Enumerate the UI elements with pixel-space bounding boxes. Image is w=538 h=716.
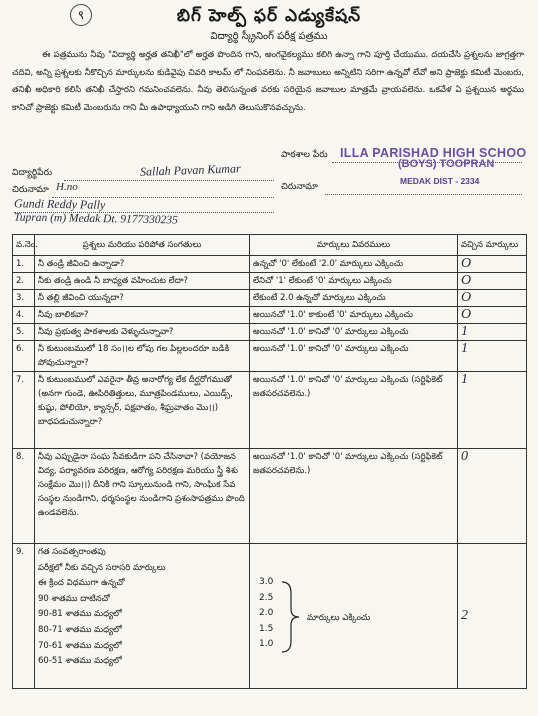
row-marks-rule: అయినచో '1.0' కాకుంటే '0' మార్కులు ఎక్కించు: [250, 307, 458, 324]
scale-value: 1.0: [259, 639, 274, 649]
grade-line: 90 శాతము దాటినచో: [38, 593, 110, 604]
grade-title: గత సంవత్సరాంతపు: [38, 547, 106, 557]
student-name-value: Sallah Pavan Kumar: [139, 161, 241, 179]
row-score[interactable]: 0: [458, 449, 527, 544]
row-number: 1.: [13, 256, 35, 273]
scale-value: 2.5: [259, 592, 274, 603]
row-number: 3.: [13, 290, 35, 307]
table-row: [13, 290, 527, 307]
school-name-label: పాఠశాల పేరు: [281, 150, 328, 160]
scale-label: మార్కులు ఎక్కించు: [307, 613, 371, 623]
row-marks-rule: [250, 544, 458, 689]
row-score[interactable]: O: [458, 307, 527, 324]
row-question: నీ తల్లి జీవించి యున్నదా?: [35, 290, 250, 307]
row-question: నీ కుటుంబములో 18 సం।।ల లోపు గల పిల్లలందరూ బడికి పోవుచున్నారా?: [35, 341, 250, 372]
student-name-line: [64, 180, 274, 181]
row-number: 5.: [13, 324, 35, 341]
row-score[interactable]: 1: [458, 372, 527, 449]
stamp-line-3: MEDAK DIST - 2334: [400, 176, 480, 186]
row-score[interactable]: O: [458, 273, 527, 290]
row-question: నీవు ప్రభుత్వ పాఠశాలకు వెళ్ళుచున్నావా?: [35, 324, 250, 341]
address-label: చిరునామా: [12, 185, 49, 195]
row-marks-rule: లేనిచో '1' లేకుంటే '0' మార్కులు ఎక్కించు: [250, 273, 458, 290]
row-number: 6.: [13, 341, 35, 372]
address-line-2: Gundi Reddy Pally: [13, 196, 106, 212]
screening-table: [12, 234, 527, 689]
row-marks-rule: లేకుంటే 2.0 ఉన్నచో మార్కులు ఎక్కించు: [250, 290, 458, 307]
row-score[interactable]: O: [458, 290, 527, 307]
scale-value: 1.5: [259, 623, 274, 634]
grade-line: 80-71 శాతము మధ్యలో: [38, 624, 122, 635]
grade-line: 90-81 శాతము మధ్యలో: [38, 609, 122, 620]
header-marks-details: మార్కులు వివరములు: [250, 235, 458, 256]
grade-line: 60-51 శాతము మధ్యలో: [38, 656, 122, 667]
header-serial: వ.నెం.: [13, 235, 35, 256]
row-score[interactable]: 1: [458, 324, 527, 341]
grade-scale: [253, 545, 454, 687]
row-question: నీకు తండ్రి ఉండి నీ బాధ్యత వహించుట లేదా?: [35, 273, 250, 290]
school-address-line: [325, 194, 522, 195]
school-address-label: చిరునామా: [281, 182, 318, 192]
table-row: [13, 449, 527, 544]
scale-value: 3.0: [259, 577, 274, 587]
table-row: [13, 341, 527, 372]
page-number: ९: [70, 4, 92, 26]
table-row: [13, 372, 527, 449]
right-brace-icon: [279, 581, 301, 653]
form-subtitle: విద్యార్థి స్క్రీనింగ్ పరీక్ష పత్రము: [210, 31, 328, 42]
row-question: నీ కుటుంబములో ఎవరైనా తీవ్ర అనారోగ్య లేక దీర్ఘరోగముతో (అనగా గుండె, ఊపిరితిత్తులు, మూత్రపిండములు, ఎయిడ్స్, కుష్ఠు, పోలియో, క్యాన్సర్, పక్షవాతం, శీఘ్రవాతం మొ।।) బాధపడుచున్నారా?: [35, 372, 250, 449]
table-row: [13, 273, 527, 290]
row-question: [35, 544, 250, 689]
row-marks-rule: ఉన్నచో '0' లేకుంటే '2.0' మార్కులు ఎక్కించు: [250, 256, 458, 273]
form-title: బిగ్ హెల్ప్ ఫర్ ఎడ్యుకేషన్: [176, 6, 362, 26]
row-score[interactable]: 2: [458, 544, 527, 689]
grade-line: ఈ క్రింద విధముగా ఉన్నచో: [38, 578, 125, 589]
row-question: నీవు బాలికవా?: [35, 307, 250, 324]
header-marks-obtained: వచ్చిన మార్కులు: [458, 235, 527, 256]
row-marks-rule: అయినచో '1.0' కానిచో '0' మార్కులు ఎక్కించు (సర్టిఫికెట్ జతపరచవలెను.): [250, 449, 458, 544]
scale-value: 2.0: [259, 608, 274, 618]
grade-scale-values: [259, 575, 273, 653]
stamp-line-2: (BOYS) TOOPRAN: [398, 158, 495, 170]
row-marks-rule: అయినచో '1.0' కానిచో '0' మార్కులు ఎక్కించు: [250, 324, 458, 341]
row-number: 9.: [13, 544, 35, 689]
grade-line: 70-61 శాతము మధ్యలో: [38, 640, 122, 651]
row-marks-rule: అయినచో '1.0' కానిచో '0' మార్కులు ఎక్కించు (సర్టిఫికెట్ జతపరచవలెను.): [250, 372, 458, 449]
row-score[interactable]: O: [458, 256, 527, 273]
grade-line: పరీక్షలో నీకు వచ్చిన సరాసరి మార్కులు: [38, 562, 166, 573]
row-number: 4.: [13, 307, 35, 324]
table-row: [13, 324, 527, 341]
row-marks-rule: అయినచో '1.0' కానిచో '0' మార్కులు ఎక్కించు: [250, 341, 458, 372]
header-questions: ప్రశ్నలు మరియు పరిపోత సంగతులు: [35, 235, 250, 256]
row-number: 7.: [13, 372, 35, 449]
row-question: నీ తండ్రి జీవించి ఉన్నాడా?: [35, 256, 250, 273]
school-stamp: [340, 146, 535, 186]
instructions-paragraph: ఈ పత్రమును నీవు "విద్యార్థి అర్హత తనిఖీ"లో అర్హత పొందిన గాని, అంగవైకల్యము కలిగి ఉన్నా గాని పూర్తి చేయుము. దయచేసి ప్రశ్నలను జాగ్రత్తగా చదివి, అన్ని ప్రశ్నలకు నీకొచ్చిన మార్కులను కుడివైపు చివరి కాలమ్ లో నింపవలెను. నీ జవాబులు అన్నిటిని సరిగా ఉన్నవో లేవో అని ప్రాజెక్టు కమిటీ మెంబరు, తనిఖీ అధికారి కలిసి తనిఖీ చేస్తారని గమనించవలెను. నీవు తెలిసున్నంత వరకు సరియైన జవాబుల మాత్రమే వ్రాయవలెను. ఒకవేళ ఏ ప్రశ్నయిన అర్థము కానిచో ప్రాజెక్టు కమిటీ మెంబరును గాని మీ ఉపాధ్యాయుని గాని అడిగి తెలుసుకొనవచ్చును.: [12, 50, 524, 113]
row-question: నీవు ఎప్పుడైనా సంఘ సేవకుడిగా పని చేసినావా? (వయోజన విద్య, పర్యావరణ పరిరక్షణ, ఆరోగ్య పరిరక్షణ మరియు స్త్రీ శిశు సంక్షేమం మొ।।) దీనికి గాని స్కూలునుండి గాని, సాంఘిక సేవ సంస్థల నుండిగాని, ధర్మసంస్థల నుండిగాని ప్రశంసాపత్రము పొంది ఉండవలెను.: [35, 449, 250, 544]
student-name-label: విద్యార్థిపేరు: [12, 168, 53, 178]
table-header-row: [13, 235, 527, 256]
address-line-3: Tupran (m) Medak Dt. 9177330235: [13, 211, 178, 227]
address-value: H.no: [56, 181, 78, 193]
row-number: 2.: [13, 273, 35, 290]
table-row: [13, 256, 527, 273]
table-row: [13, 544, 527, 689]
row-score[interactable]: 1: [458, 341, 527, 372]
row-number: 8.: [13, 449, 35, 544]
stamp-line-1: ILLA PARISHAD HIGH SCHOO: [340, 146, 527, 160]
table-row: [13, 307, 527, 324]
